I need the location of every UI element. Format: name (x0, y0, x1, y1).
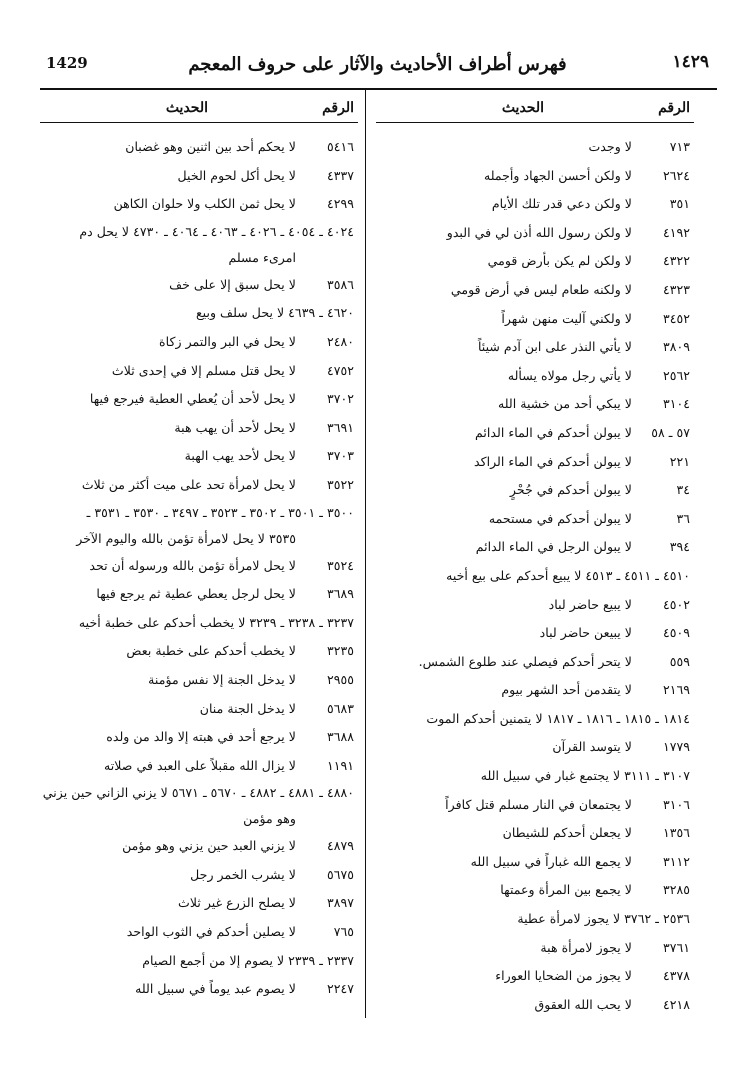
index-entry (40, 947, 358, 976)
page-number-arabic: ١٤٢٩ (672, 52, 709, 72)
hadith-number: ٣٥٢٤ (326, 557, 354, 573)
index-entry (376, 505, 694, 534)
hadith-text: لا يحل لامرأة تؤمن بالله ورسوله أن تحد (89, 557, 296, 573)
hadith-number: ١٧٧٩ (662, 739, 690, 755)
hadith-number: ٢٥٦٢ (662, 367, 690, 383)
hadith-number: ٣٧٠٢ (326, 391, 354, 407)
index-entry (40, 500, 358, 552)
hadith-text: لا يحب الله العقوق (534, 996, 632, 1012)
hadith-number: ٢٢١ (669, 453, 690, 469)
header-hadith-label: الحديث (165, 100, 208, 116)
hadith-text: لا يبكي أحد من خشية الله (497, 396, 632, 412)
index-entry (40, 471, 358, 500)
hadith-text-continuation: وهو مؤمن (243, 811, 296, 827)
left-column (40, 96, 358, 1004)
header-rule (40, 88, 717, 90)
index-entry (40, 975, 358, 1004)
hadith-number: ٢٣٣٧ ـ ٢٣٣٩ (288, 952, 354, 968)
index-entry (376, 133, 694, 162)
hadith-number: ٤٦٢٠ ـ ٤٦٣٩ (288, 305, 354, 321)
index-entry (376, 876, 694, 905)
hadith-number: ٣٧٦١ (662, 939, 690, 955)
hadith-text: لا يحكم أحد بين اثنين وهو غضبان (125, 139, 296, 154)
hadith-text: لا يصوم إلا من أجمع الصيام (142, 952, 285, 968)
hadith-number: ٣٦٨٨ (326, 729, 354, 745)
hadith-number: ٤٣٣٧ (326, 167, 354, 183)
hadith-text: لا يجتمعان في النار مسلم قتل كافراً (445, 796, 632, 812)
index-entry (376, 162, 694, 191)
hadith-number: ٣٥٢٢ (326, 476, 354, 492)
hadith-number: ١٨١٤ ـ ١٨١٥ ـ ١٨١٦ ـ ١٨١٧ (546, 710, 690, 726)
hadith-number: ٢٦٢٤ (662, 167, 690, 183)
hadith-text: لا يزني الزاني حين يزني (42, 785, 168, 801)
index-entry (40, 385, 358, 414)
hadith-text: لا يحل في البر والتمر زكاة (159, 333, 296, 349)
hadith-number: ٣١٠٤ (662, 396, 690, 412)
index-entry (376, 648, 694, 677)
hadith-number: ٢٢٤٧ (326, 981, 354, 997)
index-entry (376, 733, 694, 762)
index-entry (376, 333, 694, 362)
hadith-text: لا يحل سبق إلا على خف (169, 276, 296, 292)
hadith-text: لا يحل لرجل يعطي عطية ثم يرجع فيها (96, 586, 296, 602)
hadith-text: لا يبولن الرجل في الماء الدائم (475, 539, 632, 555)
index-entry (40, 752, 358, 781)
hadith-text: لا يحل ثمن الكلب ولا حلوان الكاهن (113, 196, 296, 212)
index-entry (376, 705, 694, 734)
hadith-text-continuation: ٣٥٣٥ لا يحل لامرأة تؤمن بالله واليوم الآخر (76, 530, 296, 546)
hadith-text: لا يحل سلف وبيع (195, 305, 285, 321)
index-entry (376, 619, 694, 648)
hadith-text: لا يبيع حاضر لباد (548, 596, 632, 612)
hadith-number: ١١٩١ (326, 757, 354, 773)
hadith-number: ٤٧٥٢ (326, 362, 354, 378)
index-entry (40, 637, 358, 666)
hadith-number: ٧٦٥ (333, 924, 354, 940)
hadith-text: لا يبولن أحدكم في مستحمه (488, 510, 632, 526)
index-list (40, 123, 358, 1004)
index-entry (376, 762, 694, 791)
index-entry (40, 918, 358, 947)
index-entry (376, 390, 694, 419)
hadith-number: ٤٨٨٠ ـ ٤٨٨١ ـ ٤٨٨٢ ـ ٥٦٧٠ ـ ٥٦٧١ (171, 785, 354, 801)
index-entry (40, 442, 358, 471)
hadith-number: ٢١٦٩ (662, 682, 690, 698)
index-entry (376, 934, 694, 963)
index-entry (40, 832, 358, 861)
index-entry (376, 419, 694, 448)
hadith-text: لا يبولن أحدكم في الماء الراكد (473, 453, 632, 469)
index-entry (376, 791, 694, 820)
index-entry (376, 905, 694, 934)
hadith-number: ٣١٠٧ ـ ٣١١١ (624, 768, 690, 784)
hadith-text: لا يحل دم (79, 223, 130, 239)
index-entry (376, 991, 694, 1020)
hadith-text: لا يجوز لامرأة عطية (517, 911, 621, 927)
hadith-number: ٥٤١٦ (326, 139, 354, 154)
hadith-text: لا يتمنين أحدكم الموت (426, 710, 543, 726)
index-entry (376, 819, 694, 848)
hadith-number: ٥٧ ـ ٥٨ (651, 424, 690, 440)
column-header (40, 96, 358, 123)
hadith-number: ٣٦٨٩ (326, 586, 354, 602)
hadith-number: ٤٥١٠ ـ ٤٥١١ ـ ٤٥١٣ (585, 567, 690, 583)
hadith-text: لا يجوز لامرأة هبة (540, 939, 632, 955)
index-entry (40, 552, 358, 581)
hadith-text: لا يزني العبد حين يزني وهو مؤمن (122, 838, 296, 854)
hadith-number: ٣٢٨٥ (662, 882, 690, 898)
index-entry (40, 414, 358, 443)
index-entry (376, 676, 694, 705)
hadith-text: لا وجدت (588, 139, 632, 154)
hadith-number: ٥٥٩ (669, 653, 690, 669)
index-entry (376, 219, 694, 248)
index-entry (40, 328, 358, 357)
hadith-text: لا يصوم عبد يوماً في سبيل الله (135, 981, 296, 997)
index-entry (40, 695, 358, 724)
hadith-number: ٢٤٨٠ (326, 333, 354, 349)
hadith-text: لا يحل لأحد يهب الهبة (184, 448, 296, 464)
index-entry (40, 861, 358, 890)
hadith-number: ٧١٣ (669, 139, 690, 154)
hadith-text: لا يتوسد القرآن (552, 739, 632, 755)
index-entry (376, 562, 694, 591)
index-entry (40, 723, 358, 752)
index-entry (40, 219, 358, 271)
hadith-number: ٣٦ (676, 510, 690, 526)
index-entry (376, 190, 694, 219)
hadith-text: لا يزال الله مقبلاً على العبد في صلاته (104, 757, 296, 773)
hadith-text: لا يخطب أحدكم على خطبة أخيه (78, 614, 246, 630)
hadith-number: ٤٢٩٩ (326, 196, 354, 212)
hadith-number: ٣٤ (676, 482, 690, 498)
hadith-text: لا يحل قتل مسلم إلا في إحدى ثلاث (111, 362, 296, 378)
hadith-number: ٤٨٧٩ (326, 838, 354, 854)
hadith-text: لا يصلين أحدكم في الثوب الواحد (126, 924, 296, 940)
index-entry (40, 299, 358, 328)
hadith-number: ٤٣٧٨ (662, 968, 690, 984)
running-title: فهرس أطراف الأحاديث والآثار على حروف المعجم (188, 54, 567, 75)
index-entry (376, 533, 694, 562)
index-entry (40, 609, 358, 638)
column-header (376, 96, 694, 123)
hadith-number: ٣١٠٦ (662, 796, 690, 812)
hadith-number: ٣٥٠٠ ـ ٣٥٠١ ـ ٣٥٠٢ ـ ٣٥٢٣ ـ ٣٤٩٧ ـ ٣٥٣٠ ـ ٣٥٣١ ـ (86, 504, 354, 520)
hadith-number: ٣٥٨٦ (326, 276, 354, 292)
hadith-number: ٣٤٥٢ (662, 310, 690, 326)
hadith-number: ٥٦٨٣ (326, 700, 354, 716)
hadith-text: لا يبيعن حاضر لباد (539, 625, 632, 641)
hadith-text: لا يدخل الجنة منان (199, 700, 296, 716)
hadith-number: ٣٦٩١ (326, 419, 354, 435)
index-entry (376, 476, 694, 505)
index-entry (40, 357, 358, 386)
hadith-text: لا يبيع أحدكم على بيع أخيه (446, 567, 582, 583)
hadith-number: ٣١١٢ (662, 853, 690, 869)
hadith-text: لا يبولن أحدكم في الماء الدائم (475, 424, 632, 440)
index-entry (40, 666, 358, 695)
index-entry (40, 889, 358, 918)
page-number-latin: 1429 (46, 54, 88, 72)
hadith-text: لا يجمع بين المرأة وعمتها (500, 882, 632, 898)
hadith-text: لا يتحر أحدكم فيصلي عند طلوع الشمس. (418, 653, 632, 669)
hadith-number: ٤١٩٢ (662, 224, 690, 240)
hadith-number: ٢٥٣٦ ـ ٣٧٦٢ (624, 911, 690, 927)
column-divider (365, 90, 366, 1018)
index-entry (376, 848, 694, 877)
hadith-text: لا يأتي النذر على ابن آدم شيئاً (477, 339, 632, 355)
index-entry (376, 962, 694, 991)
hadith-number: ٣٢٣٥ (326, 643, 354, 659)
index-list (376, 123, 694, 1019)
hadith-text: لا يرجع أحد في هبته إلا والد من ولده (106, 729, 296, 745)
right-column (376, 96, 694, 1019)
hadith-number: ٣٩٤ (669, 539, 690, 555)
hadith-text: لا يتقدمن أحد الشهر بيوم (501, 682, 632, 698)
header-hadith-label: الحديث (501, 100, 544, 116)
index-entry (40, 190, 358, 219)
hadith-number: ٢٩٥٥ (326, 671, 354, 687)
hadith-number: ٤٣٢٣ (662, 281, 690, 297)
hadith-text: لا يجتمع غبار في سبيل الله (480, 768, 621, 784)
index-entry (40, 162, 358, 191)
hadith-text: لا يدخل الجنة إلا نفس مؤمنة (148, 671, 296, 687)
hadith-number: ٤٢١٨ (662, 996, 690, 1012)
hadith-number: ٣٨٠٩ (662, 339, 690, 355)
hadith-text: لا يجمع الله غباراً في سبيل الله (470, 853, 632, 869)
hadith-number: ٤٣٢٢ (662, 253, 690, 269)
hadith-text: لا يأتي رجل مولاه يسأله (507, 367, 632, 383)
index-entry (40, 133, 358, 162)
hadith-text: لا يحل أكل لحوم الخيل (177, 167, 296, 183)
index-entry (40, 271, 358, 300)
hadith-text: لا ولكن دعي قدر تلك الأيام (491, 196, 632, 212)
hadith-number: ٣٢٣٧ ـ ٣٢٣٨ ـ ٣٢٣٩ (249, 614, 354, 630)
hadith-text: لا يجعلن أحدكم للشيطان (502, 825, 632, 841)
hadith-text: لا يحل لأحد أن يُعطي العطية فيرجع فيها (89, 391, 296, 407)
hadith-text: لا ولكن أحسن الجهاد وأجمله (483, 167, 632, 183)
hadith-number: ٣٨٩٧ (326, 895, 354, 911)
header-number-label: الرقم (658, 100, 690, 116)
hadith-text: لا ولكنه طعام ليس في أرض قومي (450, 281, 632, 297)
hadith-text: لا ولكني آليت منهن شهراً (501, 310, 632, 326)
hadith-text: لا ولكن رسول الله أذن لي في البدو (446, 224, 632, 240)
index-entry (376, 591, 694, 620)
hadith-text: لا يشرب الخمر رجل (190, 866, 296, 882)
hadith-number: ٤٥٠٢ (662, 596, 690, 612)
hadith-text: لا يبولن أحدكم في جُحْرٍ (509, 482, 632, 498)
hadith-number: ٣٧٠٣ (326, 448, 354, 464)
hadith-text: لا يجوز من الضحايا العوراء (495, 968, 632, 984)
hadith-text-continuation: امرىء مسلم (228, 249, 296, 265)
hadith-text: لا ولكن لم يكن بأرض قومي (487, 253, 632, 269)
hadith-number: ٤٠٢٤ ـ ٤٠٥٤ ـ ٤٠٢٦ ـ ٤٠٦٣ ـ ٤٠٦٤ ـ ٤٧٣٠ (133, 223, 354, 239)
hadith-number: ٣٥١ (669, 196, 690, 212)
index-entry (376, 276, 694, 305)
hadith-text: لا يحل لامرأة تحد على ميت أكثر من ثلاث (81, 476, 296, 492)
index-entry (376, 247, 694, 276)
hadith-number: ٥٦٧٥ (326, 866, 354, 882)
index-entry (40, 780, 358, 832)
hadith-text: لا يصلح الزرع غير ثلاث (177, 895, 296, 911)
hadith-text: لا يخطب أحدكم على خطبة بعض (126, 643, 296, 659)
index-entry (376, 305, 694, 334)
page-header (40, 48, 715, 88)
index-entry (376, 362, 694, 391)
hadith-number: ١٣٥٦ (662, 825, 690, 841)
index-entry (40, 580, 358, 609)
hadith-text: لا يحل لأحد أن يهب هبة (174, 419, 296, 435)
hadith-number: ٤٥٠٩ (662, 625, 690, 641)
index-entry (376, 448, 694, 477)
header-number-label: الرقم (322, 100, 354, 116)
